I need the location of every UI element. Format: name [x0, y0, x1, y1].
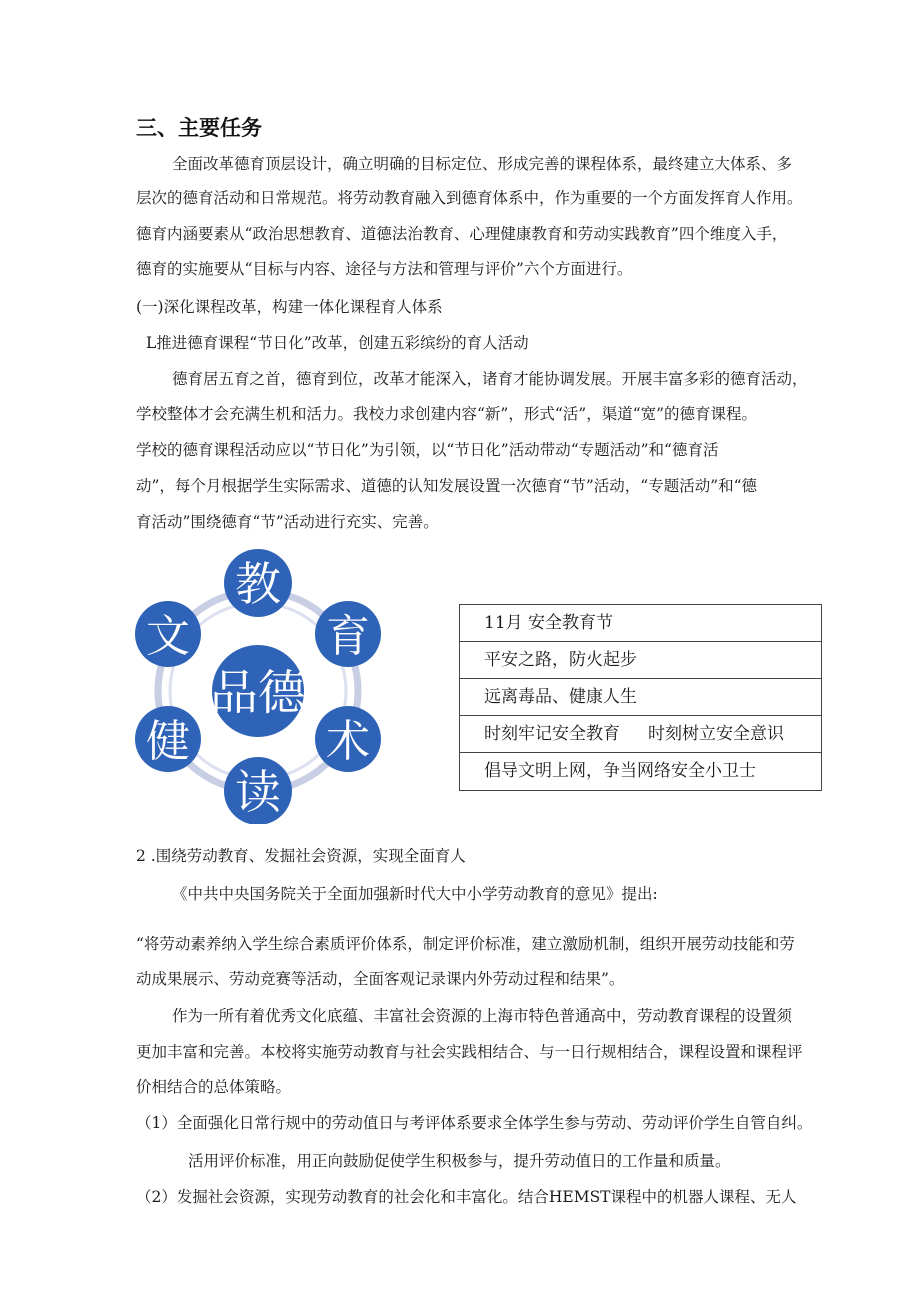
para1-line4: 德育的实施要从“目标与内容、途径与方法和管理与评价”六个方面进行。 — [136, 260, 633, 278]
para3-line1: 作为一所有着优秀文化底蕴、丰富社会资源的上海市特色普通高中，劳动教育课程的设置须 — [172, 1007, 793, 1025]
para3-line2: 更加丰富和完善。本校将实施劳动教育与社会实践相结合、与一日行规相结合，课程设置和课程评 — [136, 1043, 803, 1061]
table-cell: 时刻树立安全意识 — [648, 724, 784, 744]
table-row — [460, 716, 821, 753]
center-label: 品德 — [209, 665, 307, 721]
node-jiao-label: 教 — [235, 557, 281, 611]
item2-title: 2 .围绕劳动教育、发掘社会资源，实现全面育人 — [136, 847, 466, 865]
item1-title: L推进德育课程“节日化”改革，创建五彩缤纷的育人活动 — [146, 334, 529, 352]
para3-line3: 价相结合的总体策略。 — [136, 1078, 292, 1096]
point1: （1）全面强化日常行规中的劳动值日与考评体系要求全体学生参与劳动、劳动评价学生自管自纠。 — [136, 1114, 813, 1132]
node-wen-label: 文 — [146, 611, 190, 662]
para2-line2: 学校整体才会充满生机和活力。我校力求创建内容“新”，形式“活”，渠道“宽”的德育课程。 — [136, 405, 758, 423]
node-shu-label: 术 — [326, 716, 370, 767]
para1-line2: 层次的德育活动和日常规范。将劳动教育融入到德育体系中，作为重要的一个方面发挥育人作用。 — [136, 189, 803, 207]
quote-line1: “将劳动素养纳入学生综合素质评价体系，制定评价标准，建立激励机制，组织开展劳动技能和劳 — [136, 935, 795, 953]
para1-line3: 德育内涵要素从“政治思想教育、道德法治教育、心理健康教育和劳动实践教育”四个维度入手， — [136, 225, 788, 243]
section-heading: 三、主要任务 — [136, 116, 262, 140]
table-cell: 时刻牢记安全教育 — [484, 724, 620, 744]
point1-continued: 活用评价标准，用正向鼓励促使学生积极参与，提升劳动值日的工作量和质量。 — [188, 1152, 731, 1170]
node-yu-label: 育 — [326, 611, 370, 662]
five-education-diagram — [128, 548, 388, 824]
table-row: 倡导文明上网，争当网络安全小卫士 — [484, 761, 756, 781]
para2-line3: 学校的德育课程活动应以“节日化”为引领，以“节日化”活动带动“专题活动”和“德育活 — [136, 441, 719, 459]
section1-title: (一)深化课程改革，构建一体化课程育人体系 — [136, 298, 443, 316]
point2: （2）发掘社会资源，实现劳动教育的社会化和丰富化。结合HEMST课程中的机器人课程、无人 — [136, 1188, 797, 1206]
node-du-label: 读 — [235, 765, 281, 819]
festival-table — [459, 604, 822, 791]
para1-line1: 全面改革德育顶层设计，确立明确的目标定位、形成完善的课程体系，最终建立大体系、多 — [172, 155, 793, 173]
para2-line1: 德育居五育之首，德育到位，改革才能深入，诸育才能协调发展。开展丰富多彩的德育活动， — [172, 370, 808, 388]
table-row: 远离毒品、健康人生 — [460, 679, 821, 716]
quote-line2: 动成果展示、劳动竞赛等活动，全面客观记录课内外劳动过程和结果”。 — [136, 970, 625, 988]
quote-source: 《中共中央国务院关于全面加强新时代大中小学劳动教育的意见》提出: — [172, 885, 658, 903]
table-row: 11月 安全教育节 — [460, 605, 821, 642]
para2-line5: 育活动”围绕德育“节”活动进行充实、完善。 — [136, 513, 439, 531]
para2-line4: 动”，每个月根据学生实际需求、道德的认知发展设置一次德育“节”活动，“专题活动”和“德 — [136, 477, 758, 495]
table-row: 平安之路，防火起步 — [460, 642, 821, 679]
node-jian-label: 健 — [146, 716, 190, 767]
